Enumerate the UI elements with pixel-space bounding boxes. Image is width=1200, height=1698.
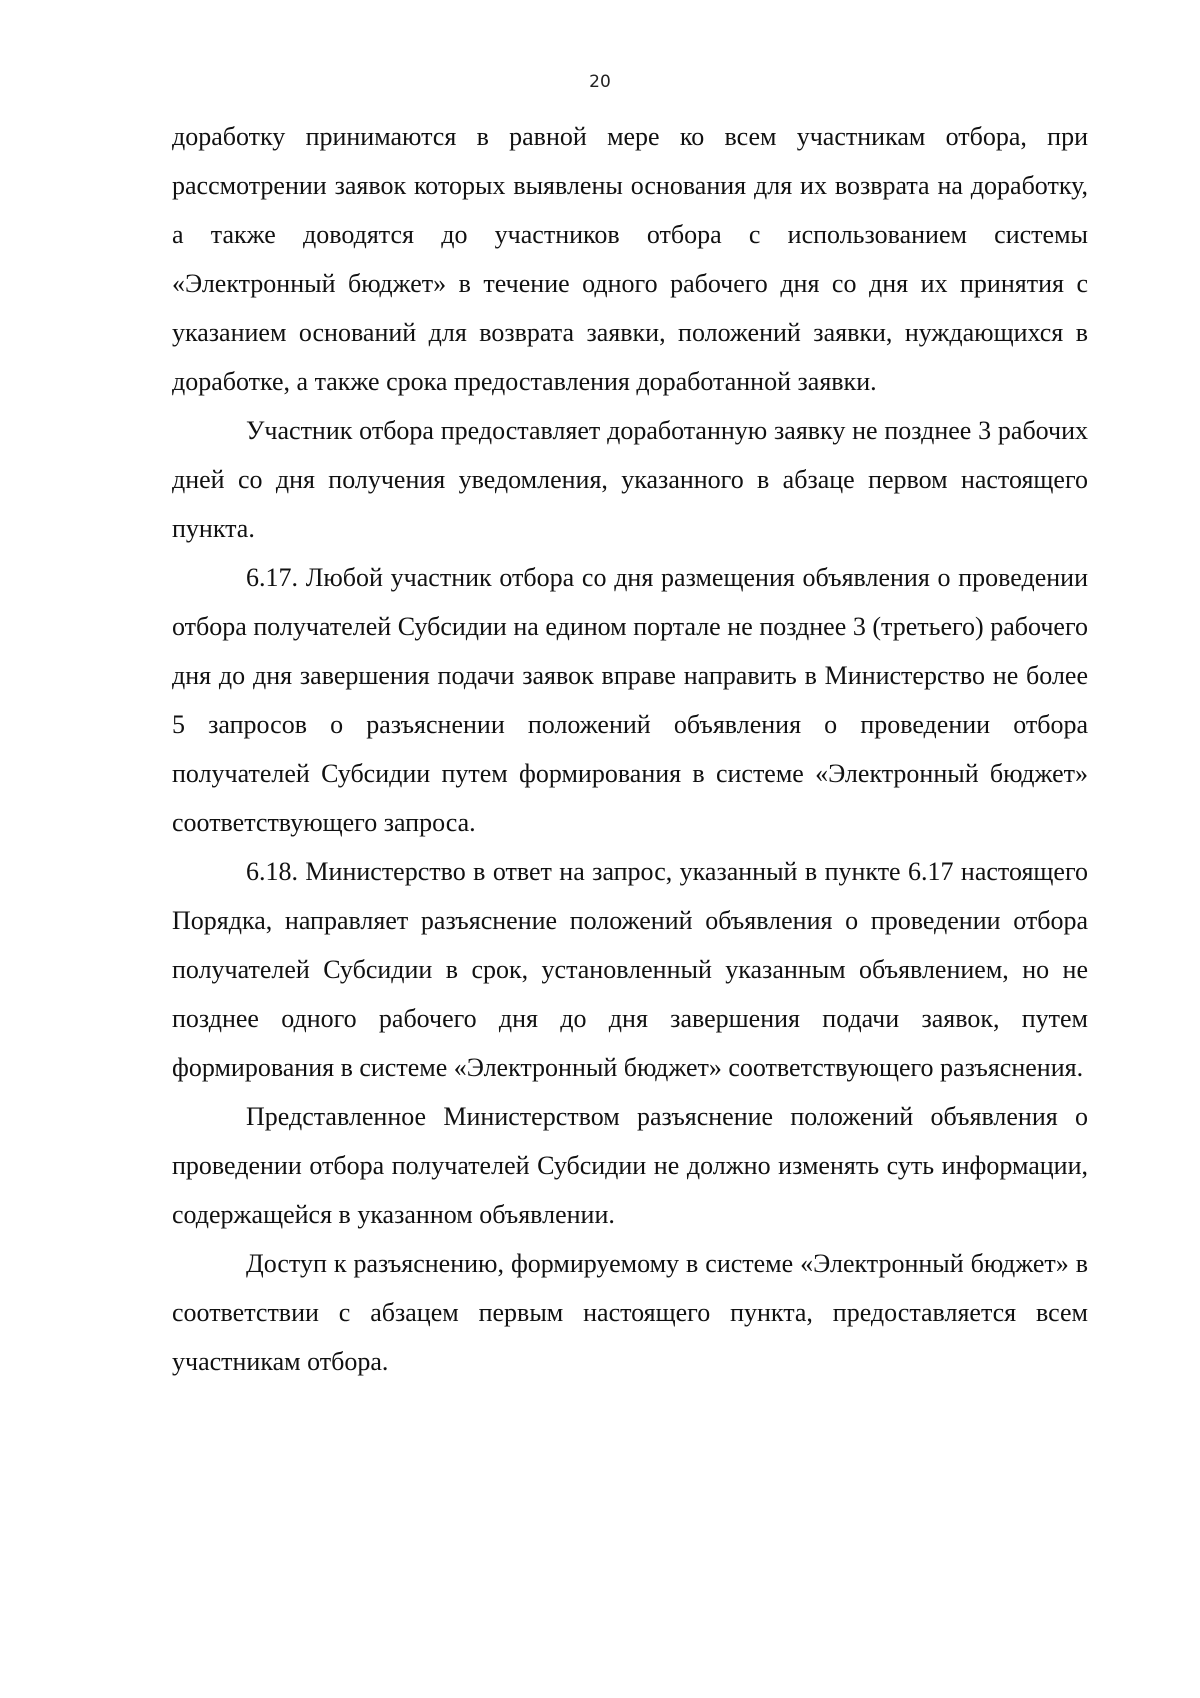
paragraph-clarification-access: Доступ к разъяснению, формируемому в системе «Электронный бюджет» в соответствии с абзацем первым настоящего пункта, предоставляется всем участникам отбора. [172, 1249, 1088, 1376]
paragraph-clarification-scope: Представленное Министерством разъяснение положений объявления о проведении отбора получателей Субсидии не должно изменять суть информации, содержащейся в указанном объявлении. [172, 1102, 1088, 1229]
paragraph-resubmission-deadline: Участник отбора предоставляет доработанную заявку не позднее 3 рабочих дней со дня получения уведомления, указанного в абзаце первом настоящего пункта. [172, 416, 1088, 543]
document-body [172, 112, 1088, 1386]
page-number: 20 [589, 72, 611, 92]
paragraph-continuation: доработку принимаются в равной мере ко всем участникам отбора, при рассмотрении заявок которых выявлены основания для их возврата на доработку, а также доводятся до участников отбора с использованием системы «Электронный бюджет» в течение одного рабочего дня со дня их принятия с указанием оснований для возврата заявки, положений заявки, нуждающихся в доработке, а также срока предоставления доработанной заявки. [172, 122, 1088, 396]
paragraph-6-17: 6.17. Любой участник отбора со дня размещения объявления о проведении отбора получателей Субсидии на едином портале не позднее 3 (третьего) рабочего дня до дня завершения подачи заявок вправе направить в Министерство не более 5 запросов о разъяснении положений объявления о проведении отбора получателей Субсидии путем формирования в системе «Электронный бюджет» соответствующего запроса. [172, 563, 1088, 837]
paragraph-6-18: 6.18. Министерство в ответ на запрос, указанный в пункте 6.17 настоящего Порядка, направляет разъяснение положений объявления о проведении отбора получателей Субсидии в срок, установленный указанным объявлением, но не позднее одного рабочего дня до дня завершения подачи заявок, путем формирования в системе «Электронный бюджет» соответствующего разъяснения. [172, 857, 1088, 1082]
